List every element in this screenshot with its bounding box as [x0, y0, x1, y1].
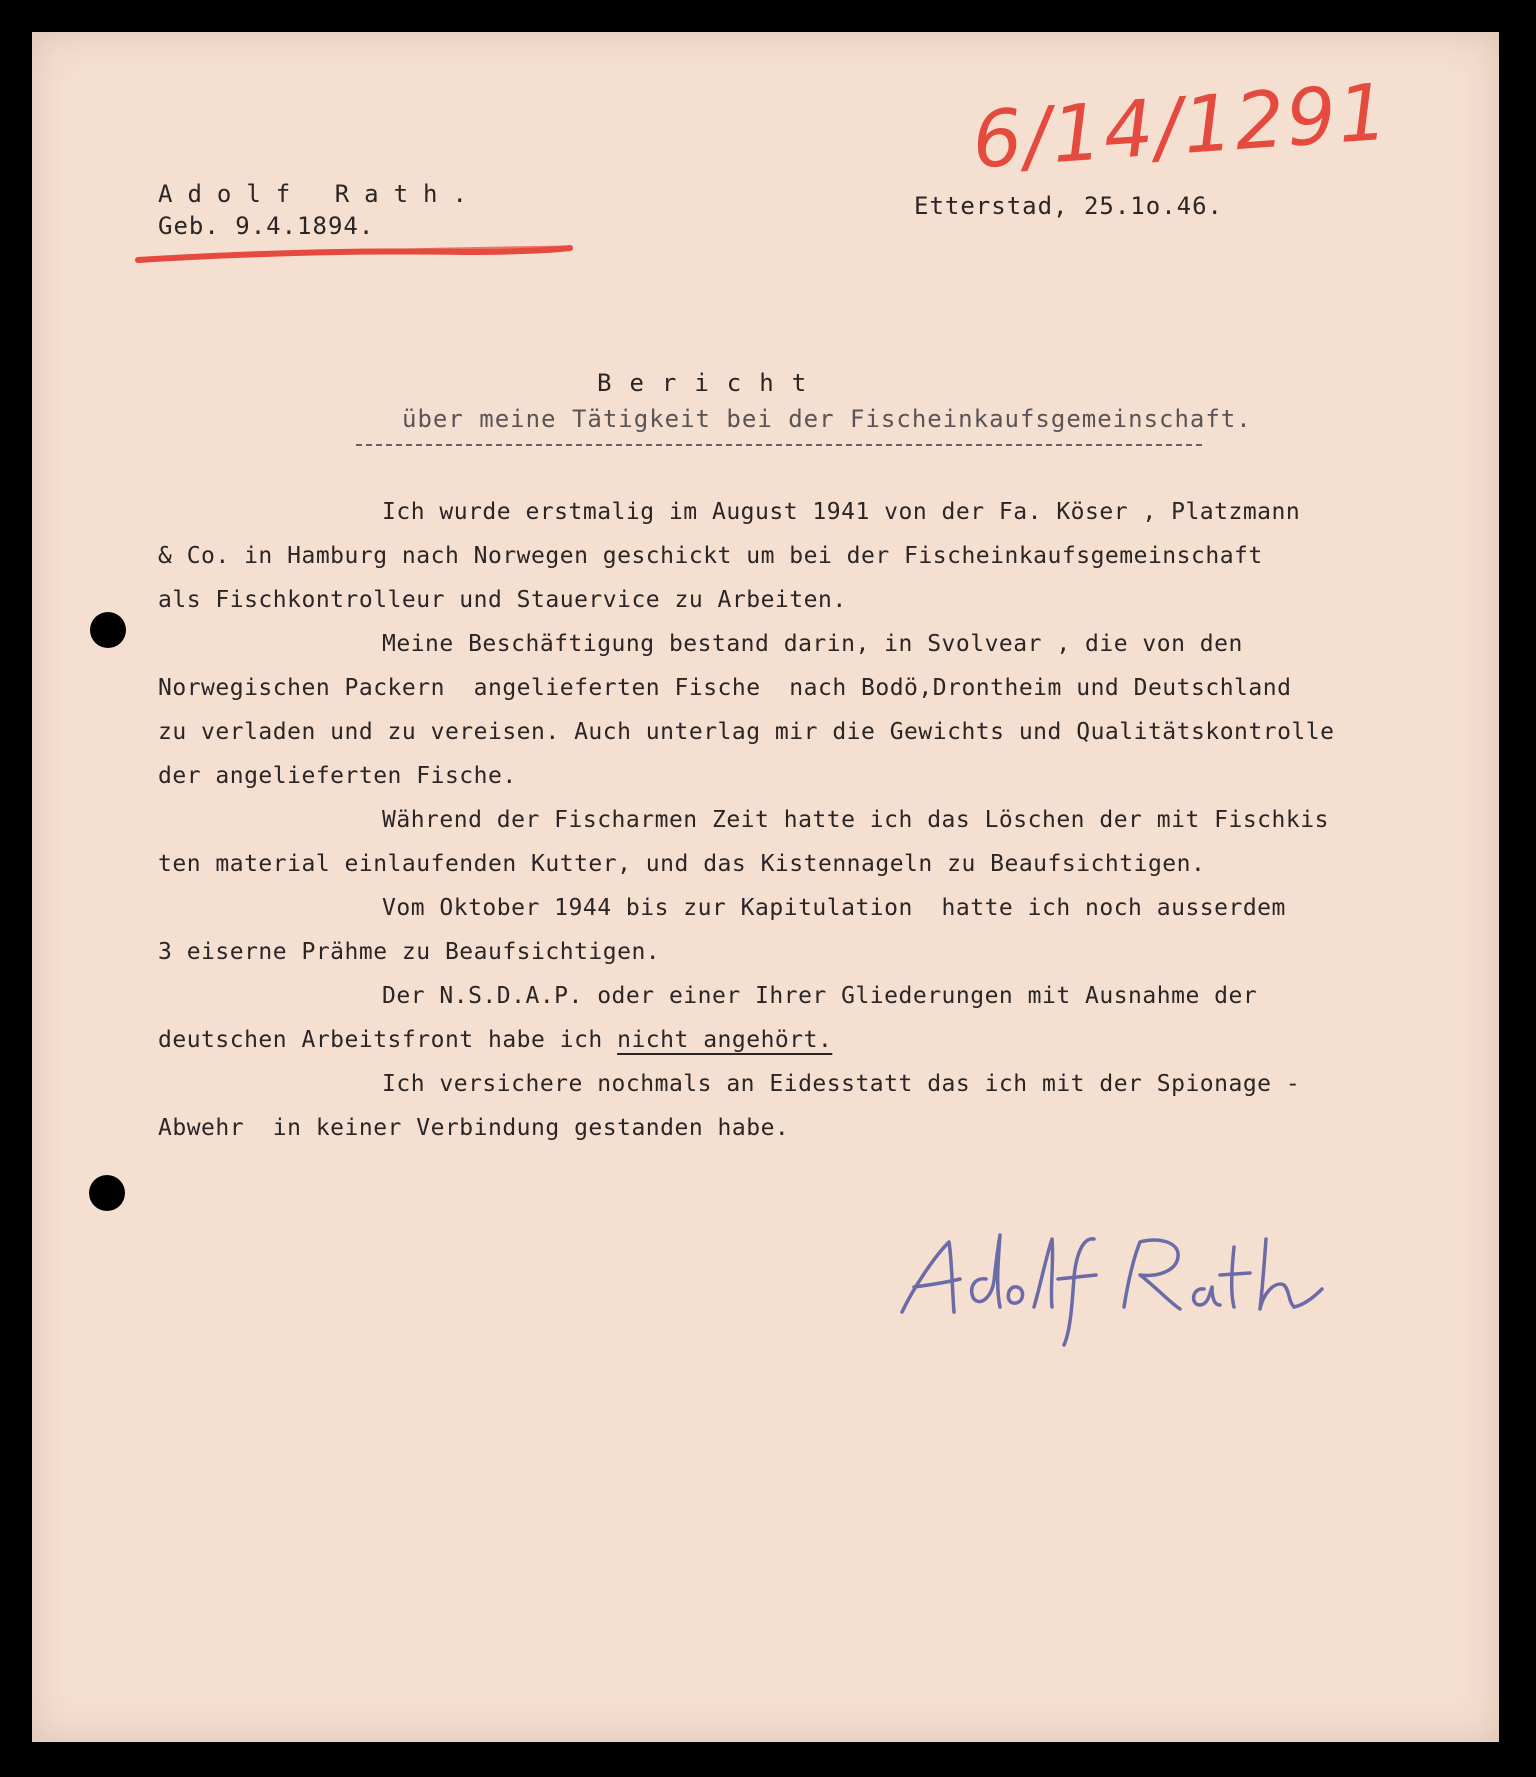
body-line: Norwegischen Packern angelieferten Fische nach Bodö,Drontheim und Deutschland [158, 675, 1292, 701]
body-line [158, 1018, 1438, 1062]
author-birthdate: Geb. 9.4.1894. [158, 212, 375, 240]
body-text: deutschen Arbeitsfront habe ich [158, 1027, 618, 1053]
author-name: Adolf Rath. [158, 180, 482, 208]
document-title: Bericht [597, 369, 825, 397]
punch-hole [89, 1175, 125, 1211]
place-date: Etterstad, 25.1o.46. [914, 192, 1223, 220]
body-line: ten material einlaufenden Kutter, und das Kistennageln zu Beaufsichtigen. [158, 851, 1206, 877]
body-line: Meine Beschäftigung bestand darin, in Svolvear , die von den [382, 631, 1243, 657]
document-page [32, 32, 1499, 1742]
body-line: Ich wurde erstmalig im August 1941 von der Fa. Köser , Platzmann [382, 499, 1301, 525]
signature [894, 1217, 1344, 1347]
body-line: Der N.S.D.A.P. oder einer Ihrer Gliederungen mit Ausnahme der [382, 983, 1258, 1009]
report-body [158, 490, 1438, 1150]
red-pencil-underline [134, 242, 574, 272]
body-line: 3 eiserne Prähme zu Beaufsichtigen. [158, 939, 661, 965]
body-line: Abwehr in keiner Verbindung gestanden habe. [158, 1115, 790, 1141]
body-line: Ich versichere nochmals an Eidesstatt das ich mit der Spionage - [382, 1071, 1301, 1097]
title-divider [356, 444, 1202, 446]
body-line: zu verladen und zu vereisen. Auch unterlag mir die Gewichts und Qualitätskontrolle [158, 719, 1335, 745]
punch-hole [90, 612, 126, 648]
archive-number-annotation: 6/14/1291 [969, 67, 1393, 187]
body-line: als Fischkontrolleur und Stauervice zu Arbeiten. [158, 587, 847, 613]
underlined-text: nicht angehört. [617, 1027, 833, 1053]
document-subtitle: über meine Tätigkeit bei der Fischeinkaufsgemeinschaft. [402, 405, 1252, 433]
body-line: Während der Fischarmen Zeit hatte ich das Löschen der mit Fischkis [382, 807, 1329, 833]
body-line: Vom Oktober 1944 bis zur Kapitulation hatte ich noch ausserdem [382, 895, 1286, 921]
body-line: der angelieferten Fische. [158, 763, 517, 789]
body-line: & Co. in Hamburg nach Norwegen geschickt um bei der Fischeinkaufsgemeinschaft [158, 543, 1263, 569]
